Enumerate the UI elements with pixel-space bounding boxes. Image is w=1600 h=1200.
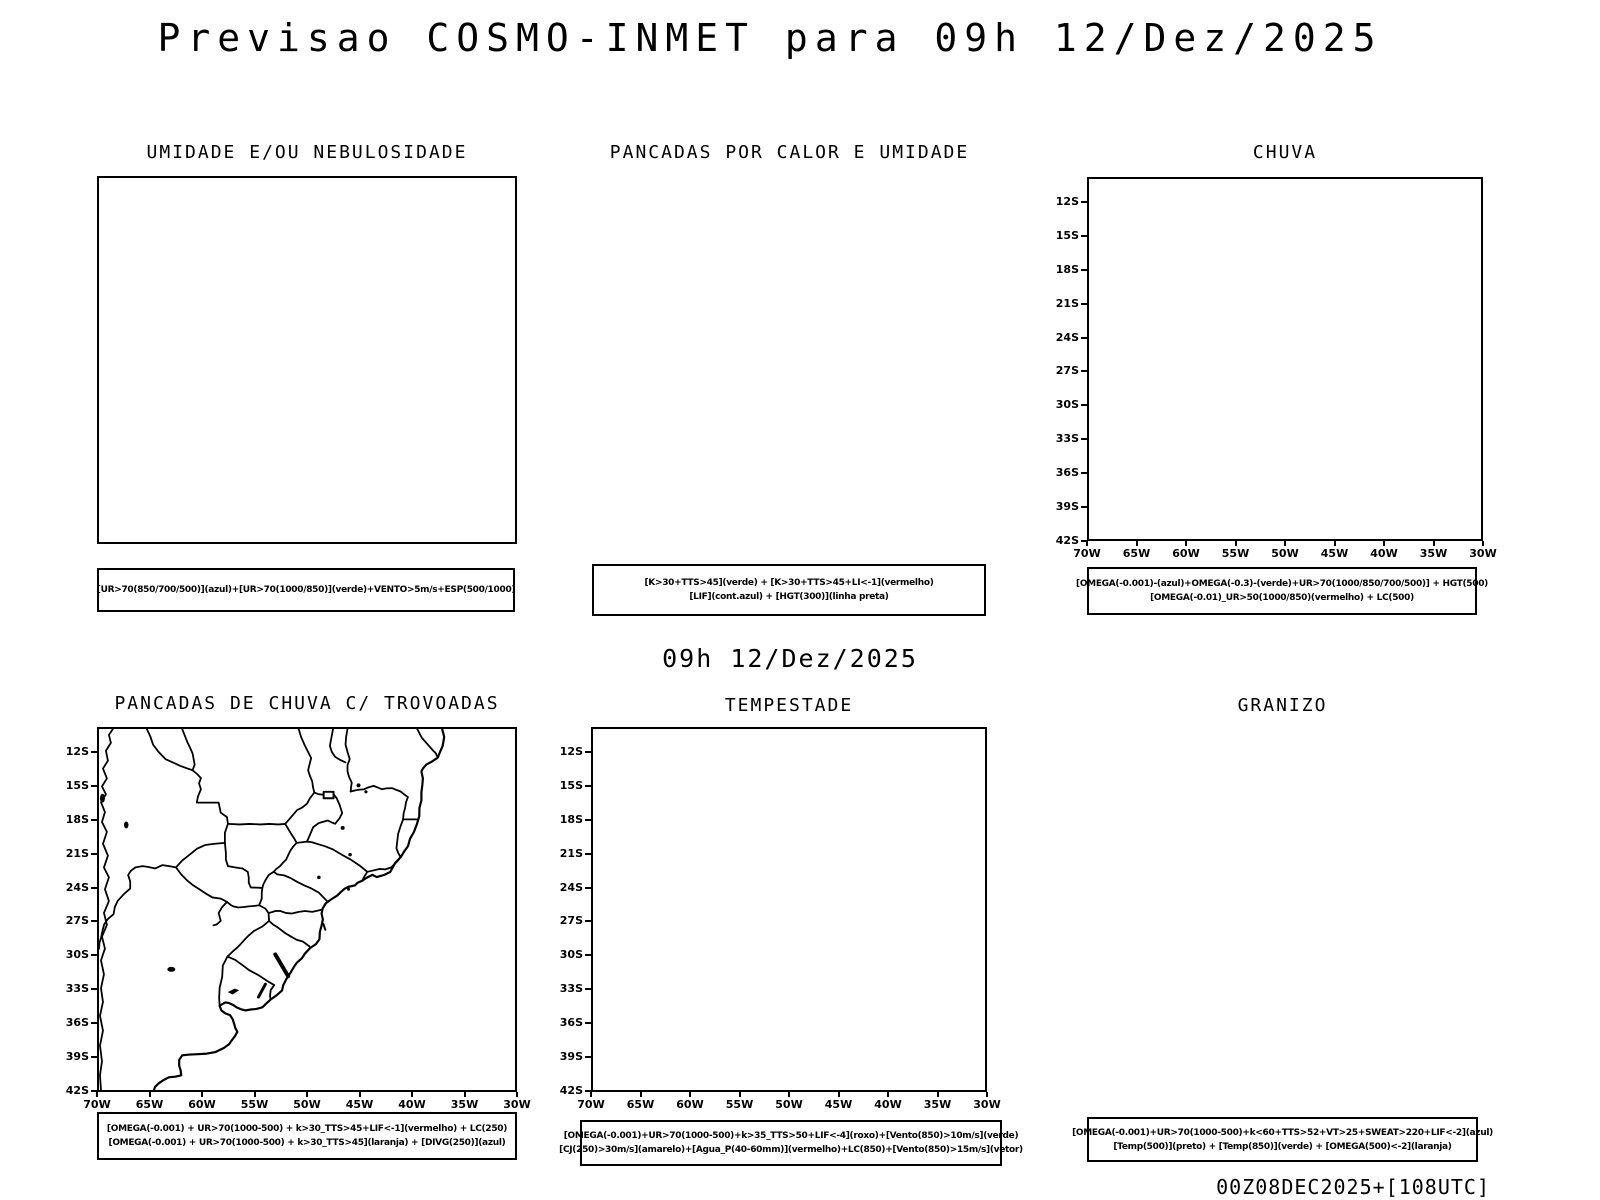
lon-tick-label: 55W: [240, 1098, 269, 1111]
legend-granizo: [1072, 1117, 1493, 1162]
lat-tick-mark: [91, 1056, 97, 1058]
lat-tick-mark: [1081, 337, 1087, 339]
lon-tick-mark: [739, 1092, 741, 1097]
lon-tick-label: 40W: [1370, 547, 1398, 560]
island-dot: [347, 888, 350, 891]
lon-tick-label: 70W: [1073, 547, 1101, 560]
lon-tick-mark: [1185, 541, 1187, 546]
border-bolivia-argentina: [99, 865, 176, 949]
lat-tick-label: 36S: [65, 1016, 89, 1029]
legend-line: [OMEGA(-0.001)-(azul)+OMEGA(-0.3)-(verde)+UR>70(1000/850/700/500)] + HGT(500): [1076, 579, 1488, 589]
lon-tick-mark: [1086, 541, 1088, 546]
lon-tick-label: 50W: [775, 1098, 803, 1111]
lat-tick-label: 15S: [65, 779, 89, 793]
lon-tick-mark: [254, 1092, 256, 1097]
lat-tick-mark: [91, 988, 97, 990]
legend-chuva: [1076, 567, 1488, 615]
border-paraguay-argentina: [176, 867, 227, 902]
lon-tick-label: 40W: [398, 1098, 426, 1111]
lon-tick-mark: [201, 1092, 203, 1097]
lat-tick-label: 15S: [1055, 229, 1079, 243]
border-go-mg: [307, 794, 342, 841]
lon-tick-mark: [937, 1092, 939, 1097]
lat-tick-label: 15S: [559, 779, 583, 793]
border-rondonia: [182, 729, 194, 770]
lon-tick-label: 60W: [188, 1098, 216, 1111]
lon-tick-mark: [788, 1092, 790, 1097]
border-rs-sc: [269, 921, 310, 947]
lat-tick-mark: [585, 1022, 591, 1024]
lagoa-mirim: [258, 984, 265, 997]
plot-frame-trovoadas: [97, 727, 517, 1092]
lat-tick-label: 21S: [1055, 296, 1079, 310]
south-america-basemap: [99, 729, 515, 1090]
lat-tick-mark: [1081, 201, 1087, 203]
lat-tick-label: 39S: [65, 1049, 89, 1063]
lat-tick-label: 27S: [1055, 364, 1079, 378]
lat-tick-mark: [585, 819, 591, 821]
panel-title-umidade: UMIDADE E/OU NEBULOSIDADE: [146, 142, 468, 163]
lon-tick-label: 45W: [345, 1098, 374, 1111]
lon-tick-label: 30W: [503, 1098, 531, 1111]
lat-tick-label: 36S: [1055, 466, 1079, 479]
mar-chiquita-lake: [167, 967, 175, 972]
border-mt-south: [228, 793, 314, 825]
plot-frame-umidade: [97, 176, 517, 544]
reservoir-dot: [364, 790, 367, 793]
lat-tick-label: 30S: [1055, 398, 1079, 412]
lat-tick-mark: [91, 785, 97, 787]
lon-tick-label: 55W: [1221, 547, 1250, 560]
lon-tick-label: 65W: [626, 1098, 655, 1111]
panel-title-trovoadas: PANCADAS DE CHUVA C/ TROVOADAS: [114, 693, 500, 714]
legend-umidade: [97, 568, 515, 612]
lon-tick-mark: [149, 1092, 151, 1097]
florianopolis-island: [323, 924, 325, 930]
lat-tick-mark: [1081, 438, 1087, 440]
lon-tick-label: 40W: [874, 1098, 902, 1111]
lat-tick-label: 27S: [65, 914, 89, 928]
lat-tick-mark: [585, 920, 591, 922]
lon-tick-mark: [1433, 541, 1435, 546]
lat-tick-mark: [91, 920, 97, 922]
lat-tick-mark: [91, 1022, 97, 1024]
lon-tick-mark: [1284, 541, 1286, 546]
panel-title-chuva: CHUVA: [1252, 142, 1318, 163]
lon-tick-label: 55W: [725, 1098, 754, 1111]
lat-tick-label: 30S: [65, 948, 89, 962]
legend-line: [LIF](cont.azul) + [HGT(300)](linha preta): [689, 592, 889, 602]
lon-tick-label: 45W: [1320, 547, 1349, 560]
lat-tick-mark: [1081, 506, 1087, 508]
lon-tick-label: 35W: [450, 1098, 479, 1111]
border-sergipe-alagoas: [417, 729, 438, 758]
border-ms-sp-river: [262, 843, 296, 888]
border-tocantins-bahia: [330, 729, 346, 762]
lat-tick-mark: [91, 887, 97, 889]
coastline: [154, 729, 444, 1090]
lat-tick-mark: [585, 751, 591, 753]
lon-tick-label: 30W: [1469, 547, 1497, 560]
andes-lake: [100, 794, 105, 803]
lat-tick-label: 21S: [65, 846, 89, 860]
lon-tick-mark: [96, 1092, 98, 1097]
salt-flat: [124, 821, 129, 828]
valid-time-label: 09h 12/Dez/2025: [662, 644, 918, 673]
legend-line: [UR>70(850/700/500)](azul)+[UR>70(1000/850)](verde)+VENTO>5m/s+ESP(500/1000): [96, 585, 516, 595]
lat-tick-mark: [585, 988, 591, 990]
border-bolivia-paraguay: [176, 843, 225, 868]
legend-line: [Temp(500)](preto) + [Temp(850)](verde) + [OMEGA(500)<-2](laranja): [1113, 1141, 1452, 1152]
lat-tick-mark: [91, 853, 97, 855]
lat-tick-mark: [91, 819, 97, 821]
border-paraguay-brazil: [225, 843, 262, 905]
lat-tick-mark: [1081, 235, 1087, 237]
lat-tick-mark: [1081, 269, 1087, 271]
panel-title-tempestade: TEMPESTADE: [724, 695, 854, 716]
distrito-federal: [324, 792, 334, 798]
lon-tick-mark: [359, 1092, 361, 1097]
lat-tick-label: 12S: [65, 745, 89, 759]
border-sc-pr: [269, 910, 322, 914]
plot-frame-tempestade: [591, 727, 987, 1092]
legend-tempestade: [559, 1120, 1023, 1166]
lon-tick-mark: [306, 1092, 308, 1097]
reservoir-dot: [317, 876, 321, 880]
legend-pancadas-calor: [592, 564, 986, 616]
lat-tick-label: 42S: [559, 1083, 583, 1097]
lon-tick-mark: [689, 1092, 691, 1097]
panel-title-granizo: GRANIZO: [1237, 695, 1328, 716]
lat-tick-label: 42S: [65, 1083, 89, 1097]
reservoir-dot: [341, 826, 345, 830]
reservoir-dot: [357, 783, 361, 787]
lon-tick-label: 50W: [293, 1098, 321, 1111]
andes-border: [100, 729, 113, 1090]
legend-line: [OMEGA(-0.001)+UR>70(1000-500)+k<60+TTS>52+VT>25+SWEAT>220+LIF<-2](azul): [1072, 1127, 1493, 1138]
lat-tick-label: 39S: [1055, 499, 1079, 513]
lon-tick-label: 35W: [923, 1098, 952, 1111]
lat-tick-label: 18S: [559, 812, 583, 826]
lon-tick-mark: [411, 1092, 413, 1097]
lat-tick-label: 24S: [65, 880, 89, 894]
lat-tick-label: 24S: [1055, 330, 1079, 344]
rio-negro-reservoir: [228, 989, 239, 995]
legend-line: [CJ(250)>30m/s](amarelo)+[Agua_P(40-60mm)](vermelho)+LC(850)+[Vento(850)>15m/s](vetor): [559, 1145, 1023, 1155]
legend-line: [OMEGA(-0.001) + UR>70(1000-500) + k>30_TTS>45](laranja) + [DIVG(250)](azul): [108, 1138, 506, 1148]
lat-tick-label: 12S: [559, 745, 583, 759]
lon-tick-label: 70W: [83, 1098, 111, 1111]
lat-tick-mark: [1081, 303, 1087, 305]
border-bahia-west: [346, 729, 352, 792]
lon-tick-label: 30W: [973, 1098, 1001, 1111]
lon-tick-label: 70W: [577, 1098, 605, 1111]
lat-tick-label: 18S: [65, 812, 89, 826]
lon-tick-mark: [986, 1092, 988, 1097]
lon-tick-mark: [1136, 541, 1138, 546]
lat-tick-mark: [585, 853, 591, 855]
border-sp-mg: [297, 842, 368, 872]
lon-tick-mark: [1334, 541, 1336, 546]
lon-tick-mark: [838, 1092, 840, 1097]
legend-line: [K>30+TTS>45](verde) + [K>30+TTS>45+LI<-1](vermelho): [644, 578, 934, 588]
lat-tick-label: 24S: [559, 880, 583, 894]
lat-tick-label: 36S: [559, 1016, 583, 1029]
lon-tick-label: 35W: [1419, 547, 1448, 560]
border-tocantins-goias: [299, 729, 324, 795]
lon-tick-label: 60W: [1172, 547, 1200, 560]
lat-tick-label: 42S: [1055, 533, 1079, 547]
lon-tick-label: 45W: [824, 1098, 853, 1111]
lat-tick-mark: [1081, 370, 1087, 372]
lon-tick-mark: [590, 1092, 592, 1097]
legend-line: [OMEGA(-0.001) + UR>70(1000-500) + k>30_TTS>45+LIF<-1](vermelho) + LC(250): [106, 1124, 508, 1134]
lat-tick-mark: [585, 887, 591, 889]
lat-tick-label: 33S: [65, 982, 89, 996]
lon-tick-mark: [1383, 541, 1385, 546]
lon-tick-mark: [887, 1092, 889, 1097]
lat-tick-mark: [585, 1056, 591, 1058]
border-ms-go: [285, 824, 296, 843]
lat-tick-label: 27S: [559, 914, 583, 928]
border-bolivia-brazil: [147, 729, 228, 843]
border-argentina-uruguay: [219, 957, 227, 1006]
lon-tick-mark: [640, 1092, 642, 1097]
model-run-label: 00Z08DEC2025+[108UTC]: [1216, 1175, 1490, 1199]
lat-tick-label: 30S: [559, 948, 583, 962]
lat-tick-label: 12S: [1055, 195, 1079, 209]
lon-tick-label: 65W: [135, 1098, 164, 1111]
lon-tick-mark: [516, 1092, 518, 1097]
legend-line: [OMEGA(-0.001)+UR>70(1000-500)+k>35_TTS>50+LIF<-4](roxo)+[Vento(850)>10m/s](verde): [563, 1131, 1019, 1141]
border-parana-river: [213, 902, 259, 925]
lat-tick-mark: [1081, 404, 1087, 406]
page-title: Previsao COSMO-INMET para 09h 12/Dez/2025: [157, 16, 1383, 60]
lat-tick-mark: [91, 954, 97, 956]
border-brazil-argentina: [227, 905, 269, 956]
reservoir-dot: [348, 853, 352, 857]
legend-line: [OMEGA(-0.01)_UR>50(1000/850)(vermelho) + LC(500): [1150, 593, 1414, 603]
lon-tick-mark: [464, 1092, 466, 1097]
lat-tick-mark: [585, 785, 591, 787]
lon-tick-label: 50W: [1271, 547, 1299, 560]
border-es-mg: [396, 819, 403, 857]
legend-trovoadas: [97, 1112, 517, 1160]
lagoa-dos-patos: [275, 955, 288, 977]
lat-tick-label: 18S: [1055, 262, 1079, 276]
border-mg-bahia: [351, 786, 408, 820]
lon-tick-mark: [1235, 541, 1237, 546]
lat-tick-label: 33S: [559, 982, 583, 996]
lat-tick-mark: [1081, 472, 1087, 474]
lon-tick-mark: [1482, 541, 1484, 546]
lon-tick-label: 65W: [1122, 547, 1151, 560]
lat-tick-label: 33S: [1055, 432, 1079, 446]
lat-tick-mark: [585, 954, 591, 956]
panel-title-pancadas-calor: PANCADAS POR CALOR E UMIDADE: [609, 142, 970, 163]
lat-tick-mark: [91, 751, 97, 753]
plot-frame-chuva: [1087, 177, 1483, 541]
lat-tick-label: 39S: [559, 1049, 583, 1063]
lon-tick-label: 60W: [676, 1098, 704, 1111]
lat-tick-label: 21S: [559, 846, 583, 860]
